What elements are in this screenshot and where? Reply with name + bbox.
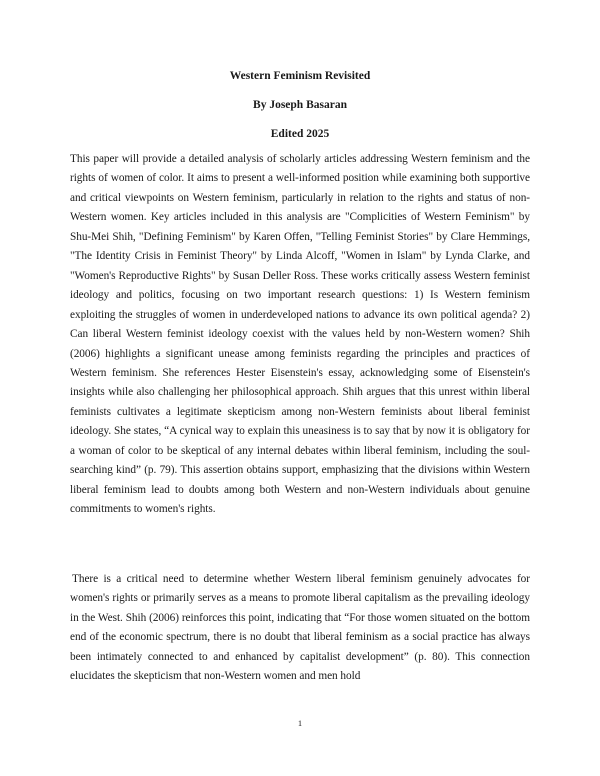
document-edition: Edited 2025: [270, 128, 330, 140]
body-paragraph-2: There is a critical need to determine whether Western liberal feminism genuinely advocates for women's rights or primarily serves as a means to promote liberal capitalism as the prevailing ideology in the West. Shih (2006) reinforces this point, indicating that “For those women situated on the bottom end of the economic spectrum, there is no doubt that liberal feminism as a social practice has always been intimately connected to and enhanced by capitalist development” (p. 80). This connection elucidates the skepticism that non-Western women and men hold: [70, 573, 530, 683]
page-number: 1: [297, 718, 303, 728]
body-paragraph-1: This paper will provide a detailed analysis of scholarly articles addressing Western feminism and the rights of women of color. It aims to present a well-informed position while examining both supportive and critical viewpoints on Western feminism, particularly in relation to the rights and status of non-Western women. Key articles included in this analysis are "Complicities of Western Feminism" by Shu-Mei Shih, "Defining Feminism" by Karen Offen, "Telling Feminist Stories" by Clare Hemmings, "The Identity Crisis in Feminist Theory" by Linda Alcoff, "Women in Islam" by Lynda Clarke, and "Women's Reproductive Rights" by Susan Deller Ross. These works critically assess Western feminist ideology and politics, focusing on two important research questions: 1) Is Western feminism exploiting the struggles of women in underdeveloped nations to advance its own political agenda? 2) Can liberal Western feminist ideology coexist with the values held by non-Western women? Shih (2006) highlights a significant unease among feminists regarding the principles and practices of Western feminism. She references Hester Eisenstein's essay, acknowledging some of Eisenstein's insights while also challenging her philosophical approach. Shih argues that this unrest within liberal feminists cultivates a legitimate skepticism among non-Western feminists about liberal feminist ideology. She states, “A cynical way to explain this uneasiness is to say that by now it is obligatory for a woman of color to be skeptical of any internal debates within liberal feminism, including the soul-searching kind” (p. 79). This assertion obtains support, emphasizing that the divisions within Western liberal feminism lead to doubts among both Western and non-Western individuals about genuine commitments to women's rights.: [70, 153, 530, 516]
document-title: Western Feminism Revisited: [229, 70, 371, 82]
document-author: By Joseph Basaran: [253, 99, 347, 111]
